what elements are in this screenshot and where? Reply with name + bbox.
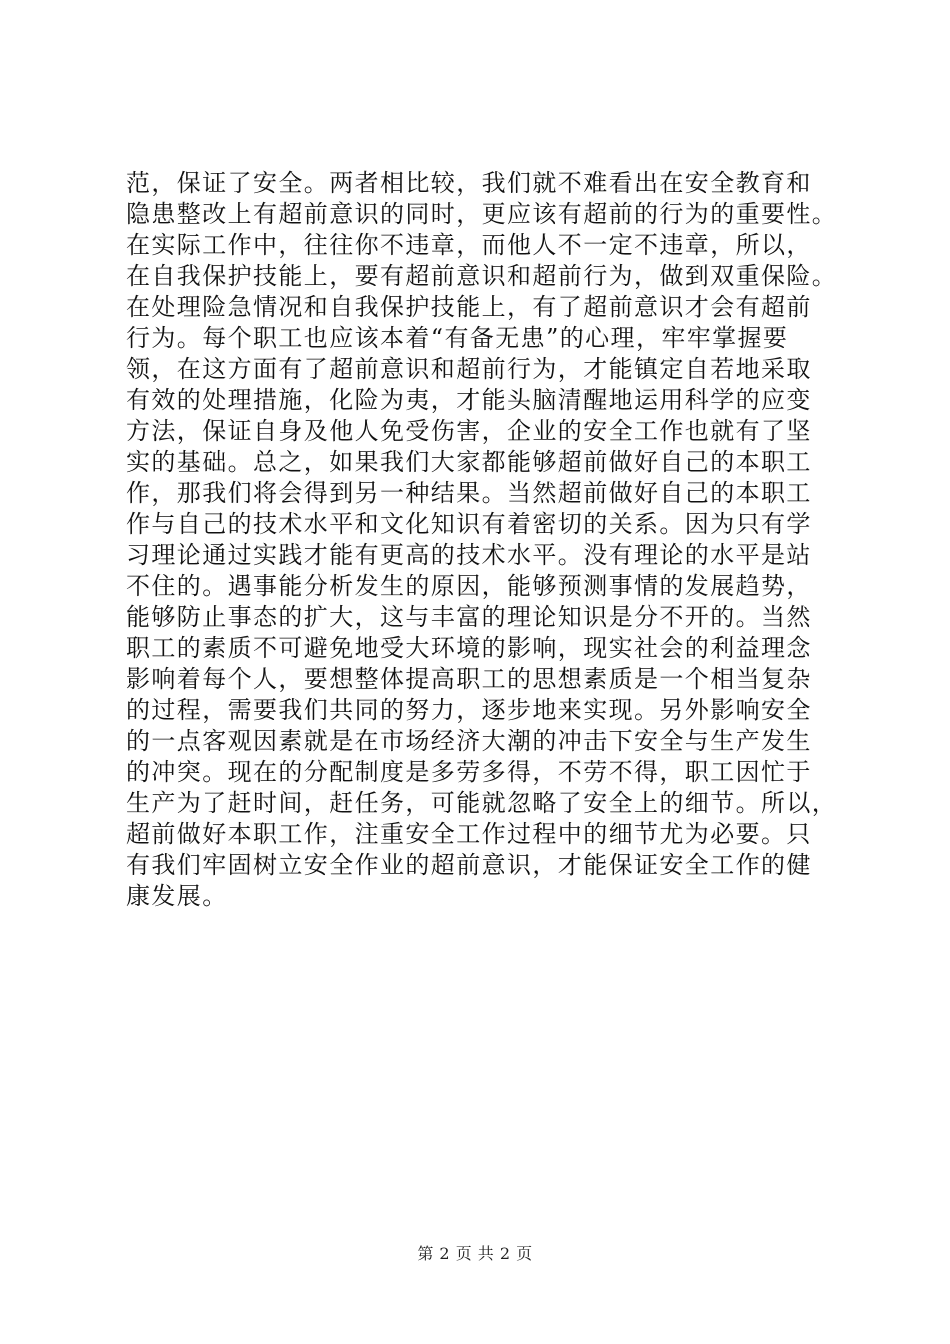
text-line-15: 能够防止事态的扩大，这与丰富的理论知识是分不开的。当然 xyxy=(126,603,812,631)
text-line-13: 习理论通过实践才能有更高的技术水平。没有理论的水平是站 xyxy=(126,541,812,569)
text-line-14: 不住的。遇事能分析发生的原因，能够预测事情的发展趋势， xyxy=(126,572,812,600)
text-line-18: 的过程，需要我们共同的努力，逐步地来实现。另外影响安全 xyxy=(126,696,812,724)
text-line-17: 影响着每个人，要想整体提高职工的思想素质是一个相当复杂 xyxy=(126,665,812,693)
text-line-11: 作，那我们将会得到另一种结果。当然超前做好自己的本职工 xyxy=(126,479,812,507)
text-line-7: 领，在这方面有了超前意识和超前行为，才能镇定自若地采取 xyxy=(126,355,812,383)
text-line-3: 在实际工作中，往往你不违章，而他人不一定不违章，所以， xyxy=(126,231,812,259)
text-line-12: 作与自己的技术水平和文化知识有着密切的关系。因为只有学 xyxy=(126,510,812,538)
text-line-4: 在自我保护技能上，要有超前意识和超前行为，做到双重保险。 xyxy=(126,262,838,290)
text-line-10: 实的基础。总之，如果我们大家都能够超前做好自己的本职工 xyxy=(126,448,812,476)
text-line-19: 的一点客观因素就是在市场经济大潮的冲击下安全与生产发生 xyxy=(126,727,812,755)
text-line-8: 有效的处理措施，化险为夷，才能头脑清醒地运用科学的应变 xyxy=(126,386,812,414)
text-line-9: 方法，保证自身及他人免受伤害，企业的安全工作也就有了坚 xyxy=(126,417,812,445)
body-text xyxy=(126,168,846,912)
text-line-5: 在处理险急情况和自我保护技能上，有了超前意识才会有超前 xyxy=(126,293,812,321)
text-line-20: 的冲突。现在的分配制度是多劳多得，不劳不得，职工因忙于 xyxy=(126,758,812,786)
text-line-2: 隐患整改上有超前意识的同时，更应该有超前的行为的重要性。 xyxy=(126,200,838,228)
text-line-22: 超前做好本职工作，注重安全工作过程中的细节尤为必要。只 xyxy=(126,820,812,848)
text-line-1: 范，保证了安全。两者相比较，我们就不难看出在安全教育和 xyxy=(126,169,812,197)
text-line-23: 有我们牢固树立安全作业的超前意识，才能保证安全工作的健 xyxy=(126,851,812,879)
page-number-footer: 第 2 页 共 2 页 xyxy=(417,1244,533,1263)
text-line-24: 康发展。 xyxy=(126,882,228,910)
text-line-6: 行为。每个职工也应该本着“有备无患”的心理，牢牢掌握要 xyxy=(126,324,789,352)
text-line-16: 职工的素质不可避免地受大环境的影响，现实社会的利益理念 xyxy=(126,634,812,662)
text-line-21: 生产为了赶时间，赶任务，可能就忽略了安全上的细节。所以， xyxy=(126,789,838,817)
